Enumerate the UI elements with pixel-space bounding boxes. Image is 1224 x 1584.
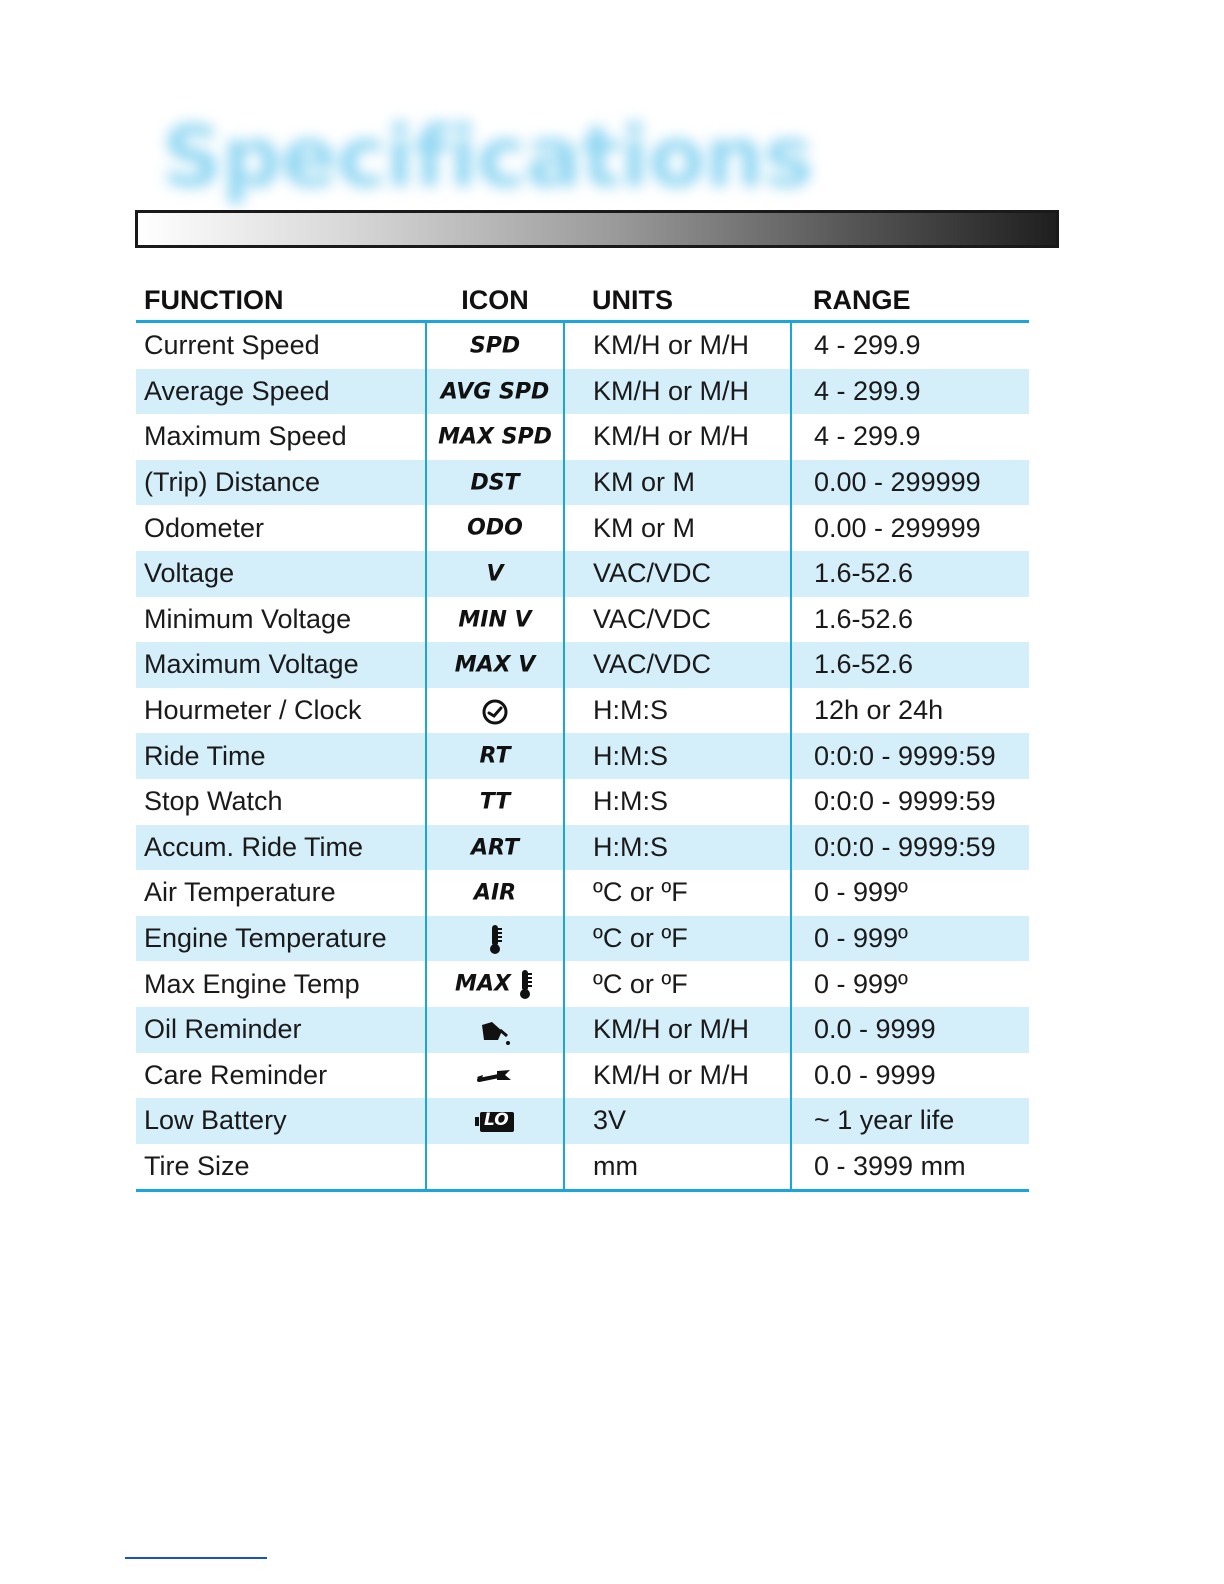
icon-text: MAX [455, 971, 511, 997]
function-cell: Voltage [136, 551, 426, 597]
table-row [136, 597, 1029, 643]
function-cell: Accum. Ride Time [136, 825, 426, 871]
range-cell: 0:0:0 - 9999:59 [791, 733, 1029, 779]
function-cell: Hourmeter / Clock [136, 688, 426, 734]
function-cell: Air Temperature [136, 870, 426, 916]
footer-rule [125, 1557, 267, 1559]
units-cell: ºC or ºF [564, 870, 791, 916]
table-header-row [136, 280, 1029, 322]
icon-text: MAX V [454, 652, 536, 678]
low-battery-icon [426, 1098, 564, 1144]
range-cell: 0.0 - 9999 [814, 1059, 936, 1090]
function-cell: Max Engine Temp [136, 961, 426, 1007]
dst-icon [426, 460, 564, 506]
icon-text: SPD [469, 333, 521, 359]
icon-text: DST [470, 470, 520, 496]
units-cell: VAC/VDC [564, 551, 791, 597]
units-cell: KM/H or M/H [564, 369, 791, 415]
range-cell: 0:0:0 - 9999:59 [791, 825, 1029, 871]
units-cell: KM or M [564, 460, 791, 506]
wrench-icon [426, 1053, 564, 1099]
range-cell: 0:0:0 - 9999:59 [814, 786, 996, 817]
tt-icon [426, 779, 564, 825]
range-cell: 1.6-52.6 [814, 603, 914, 634]
range-cell: 12h or 24h [814, 695, 944, 726]
header-function: FUNCTION [136, 280, 426, 322]
avg-spd-icon [426, 369, 564, 415]
icon-text: ART [471, 835, 519, 861]
clock-icon [426, 688, 564, 734]
specifications-table [136, 280, 1029, 1192]
max-spd-icon [426, 414, 564, 460]
table-row [136, 460, 1029, 506]
range-cell: 0.00 - 299999 [814, 512, 981, 543]
function-cell: Low Battery [136, 1098, 426, 1144]
table-row [136, 825, 1029, 871]
table-row [136, 642, 1029, 688]
function-cell: Ride Time [136, 733, 426, 779]
icon-text: AVG SPD [440, 379, 550, 405]
icon-text: TT [479, 789, 511, 815]
table-body [136, 322, 1029, 1191]
icon-text: MAX SPD [438, 424, 552, 450]
min-voltage-icon [426, 597, 564, 643]
function-cell: Care Reminder [136, 1053, 426, 1099]
function-cell: Stop Watch [136, 779, 426, 825]
header-range: RANGE [791, 280, 1029, 322]
table-row [136, 916, 1029, 962]
units-cell: KM or M [564, 505, 791, 551]
max-voltage-icon [426, 642, 564, 688]
table-row [136, 688, 1029, 734]
units-cell: ºC or ºF [564, 916, 791, 962]
table-row [136, 322, 1029, 369]
function-cell: Engine Temperature [136, 916, 426, 962]
range-cell: 4 - 299.9 [814, 330, 921, 361]
units-cell: KM/H or M/H [564, 1053, 791, 1099]
oil-can-icon [426, 1007, 564, 1053]
function-cell: Tire Size [136, 1144, 426, 1191]
range-cell: 0 - 999º [814, 968, 908, 999]
range-cell: 1.6-52.6 [791, 551, 1029, 597]
art-icon [426, 825, 564, 871]
units-cell: KM/H or M/H [564, 1007, 791, 1053]
rt-icon [426, 733, 564, 779]
function-cell: Oil Reminder [136, 1007, 426, 1053]
range-cell: 0 - 999º [814, 877, 908, 908]
function-cell: Odometer [136, 505, 426, 551]
units-cell: ºC or ºF [564, 961, 791, 1007]
table-row [136, 1053, 1029, 1099]
units-cell: H:M:S [564, 733, 791, 779]
units-cell: 3V [564, 1098, 791, 1144]
title-gradient-bar [135, 210, 1059, 248]
units-cell: KM/H or M/H [564, 322, 791, 369]
odo-icon [426, 505, 564, 551]
range-cell: 4 - 299.9 [791, 369, 1029, 415]
function-cell: Maximum Speed [136, 414, 426, 460]
icon-cell-empty [426, 1144, 564, 1191]
table-row [136, 1007, 1029, 1053]
header-icon: ICON [426, 280, 564, 322]
function-cell: Average Speed [136, 369, 426, 415]
table-row [136, 1098, 1029, 1144]
units-cell: H:M:S [564, 779, 791, 825]
units-cell: VAC/VDC [564, 642, 791, 688]
table-row [136, 369, 1029, 415]
icon-text: V [486, 561, 504, 587]
table-row [136, 779, 1029, 825]
max-thermometer-icon [426, 961, 564, 1007]
function-cell: Maximum Voltage [136, 642, 426, 688]
icon-text: LO [484, 1109, 509, 1130]
table-row [136, 961, 1029, 1007]
spd-icon [426, 322, 564, 369]
table-row [136, 733, 1029, 779]
icon-text: RT [479, 743, 511, 769]
header-units: UNITS [564, 280, 791, 322]
range-cell: 0 - 999º [791, 916, 1029, 962]
table-row [136, 505, 1029, 551]
range-cell: ~ 1 year life [791, 1098, 1029, 1144]
icon-text: ODO [467, 515, 523, 541]
units-cell: H:M:S [564, 688, 791, 734]
range-cell: 4 - 299.9 [814, 421, 921, 452]
range-cell: 0.0 - 9999 [791, 1007, 1029, 1053]
page-title: Specifications [162, 108, 813, 206]
table-row [136, 870, 1029, 916]
function-cell: Current Speed [136, 322, 426, 369]
range-cell: 0.00 - 299999 [791, 460, 1029, 506]
icon-text: AIR [473, 880, 517, 906]
voltage-icon [426, 551, 564, 597]
units-cell: VAC/VDC [564, 597, 791, 643]
table-row [136, 1144, 1029, 1191]
icon-text: MIN V [458, 607, 532, 633]
range-cell: 1.6-52.6 [791, 642, 1029, 688]
air-icon [426, 870, 564, 916]
units-cell: KM/H or M/H [564, 414, 791, 460]
table-row [136, 414, 1029, 460]
units-cell: H:M:S [564, 825, 791, 871]
table-row [136, 551, 1029, 597]
function-cell: (Trip) Distance [136, 460, 426, 506]
function-cell: Minimum Voltage [136, 597, 426, 643]
thermometer-icon [426, 916, 564, 962]
units-cell: mm [564, 1144, 791, 1191]
range-cell: 0 - 3999 mm [791, 1144, 1029, 1191]
